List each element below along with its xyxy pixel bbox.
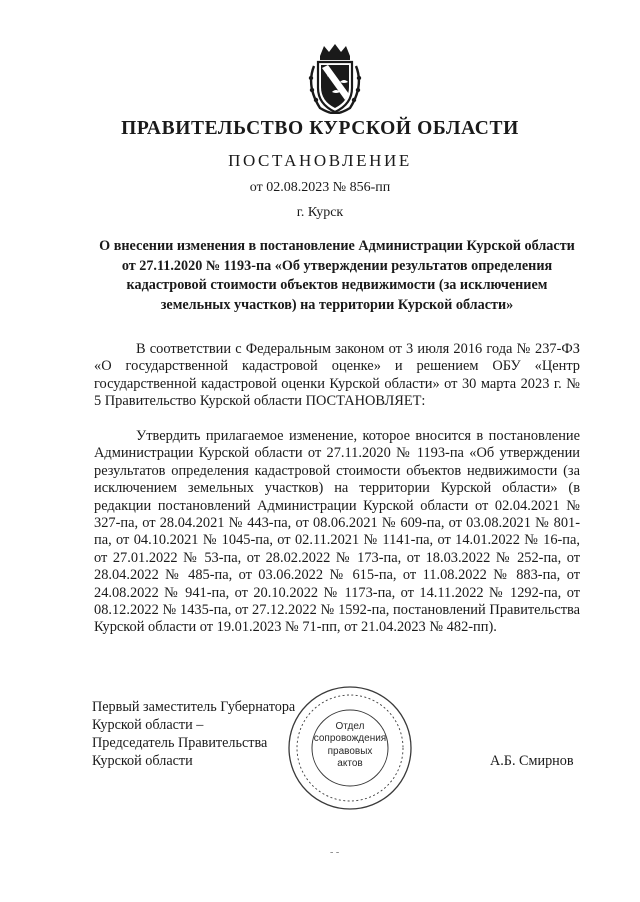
stamp-line-2: сопровождения [313, 733, 387, 745]
footer-mark: - - [330, 847, 340, 858]
stamp-text [306, 721, 394, 771]
stamp-line-1: Отдел [335, 721, 365, 732]
stamp-line-4: актов [337, 758, 363, 770]
document-type: ПОСТАНОВЛЕНИЕ [228, 151, 412, 170]
signatory-name: А.Б. Смирнов [490, 753, 574, 769]
body-paragraph-1: В соответствии с Федеральным законом от 3 июля 2016 года № 237-ФЗ «О государственной кадастровой оценке» и решением ОБУ «Центр государственной кадастровой оценки Курской области» от 30 марта 2023 г. № 5 Правительство Курской области ПОСТАНОВЛЯЕТ: [94, 341, 580, 410]
document-city: г. Курск [296, 205, 344, 220]
signatory-line-3: Председатель Правительства [92, 735, 268, 751]
signatory-position [92, 698, 295, 770]
document-date-number: от 02.08.2023 № 856-пп [249, 180, 391, 195]
signatory-line-2: Курской области – [92, 717, 204, 733]
government-title: ПРАВИТЕЛЬСТВО КУРСКОЙ ОБЛАСТИ [121, 118, 519, 139]
signatory-line-1: Первый заместитель Губернатора [92, 699, 296, 715]
document-subject: О внесении изменения в постановление Администрации Курской области от 27.11.2020 № 1193-па «Об утверждении результатов определения кадастровой стоимости объектов недвижимости (за исключением земельных участков) на территории Курской области» [99, 238, 575, 313]
body-paragraph-2: Утвердить прилагаемое изменение, которое вносится в постановление Администрации Курской области от 27.11.2020 № 1193-па «Об утверждении результатов определения кадастровой стоимости объектов недвижимости (за исключением земельных участков) на территории Курской области» (в редакции постановлений Администрации Курской области от 02.04.2021 № 327-па, от 28.04.2021 № 443-па, от 08.06.2021 № 609-па, от 03.08.2021 № 801-па, от 04.10.2021 № 1045-па, от 02.11.2021 № 1141-па, от 14.01.2022 № 16-па, от 27.01.2022 № 53-па, от 28.02.2022 № 173-па, от 18.03.2022 № 252-па, от 28.04.2022 № 485-па, от 03.06.2022 № 615-па, от 11.08.2022 № 883-па, от 24.08.2022 № 941-па, от 20.10.2022 № 1173-па, от 14.11.2022 № 1292-па, от 08.12.2022 № 1435-па, от 27.12.2022 № 1592-па, постановлений Правительства Курской области от 19.01.2023 № 71-пп, от 21.04.2023 № 482-пп). [94, 428, 580, 636]
kursk-coat-of-arms-icon [300, 42, 370, 114]
stamp-line-3: правовых [327, 745, 373, 757]
signatory-line-4: Курской области [92, 753, 193, 769]
